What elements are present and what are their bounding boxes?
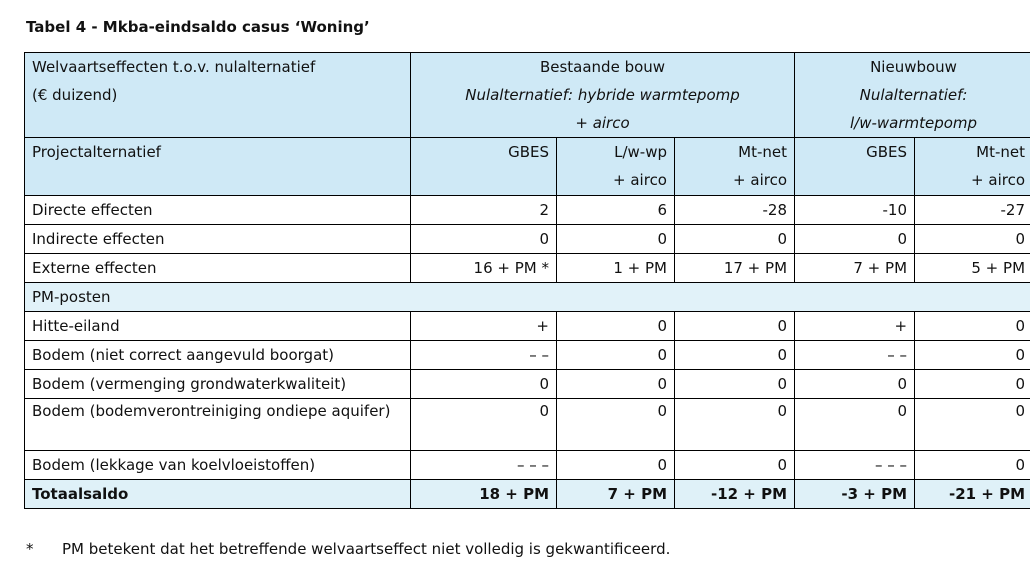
row-label: Hitte-eiland (25, 312, 411, 341)
cell: 0 (557, 399, 675, 451)
cell: 0 (915, 312, 1030, 341)
table-row (25, 312, 1030, 341)
header-nieuw-sub2: l/w-warmtepomp (849, 114, 978, 132)
footnote (26, 540, 670, 558)
cell: 0 (557, 370, 675, 399)
cell: 0 (795, 399, 915, 451)
cell: 0 (675, 370, 795, 399)
cell: 0 (675, 225, 795, 254)
table-row (25, 254, 1030, 283)
cell: 18 + PM (411, 480, 557, 509)
col-header: Mt-net + airco (915, 138, 1030, 196)
table-row (25, 370, 1030, 399)
header-bestaande-sub2: + airco (575, 114, 630, 132)
cell: 17 + PM (675, 254, 795, 283)
row-label: Directe effecten (25, 196, 411, 225)
cell: 0 (915, 399, 1030, 451)
row-label: Bodem (bodemverontreiniging ondiepe aquifer) (25, 399, 411, 451)
cell: – – – (411, 451, 557, 480)
cell: + (795, 312, 915, 341)
row-label: Bodem (vermenging grondwaterkwaliteit) (25, 370, 411, 399)
row-label: Bodem (lekkage van koelvloeistoffen) (25, 451, 411, 480)
cell: 0 (915, 225, 1030, 254)
cell: 0 (411, 225, 557, 254)
table-row (25, 399, 1030, 451)
table-row (25, 451, 1030, 480)
header-nieuw-title: Nieuwbouw (870, 58, 957, 76)
cell: 0 (675, 341, 795, 370)
cell: 0 (795, 225, 915, 254)
section-label: PM-posten (25, 283, 1030, 312)
table-row (25, 341, 1030, 370)
cell: 7 + PM (795, 254, 915, 283)
cell: – – (795, 341, 915, 370)
header-bestaande-bouw (411, 53, 795, 138)
header-nieuw-sub1: Nulalternatief: (859, 86, 968, 104)
total-row (25, 480, 1030, 509)
cell: – – (411, 341, 557, 370)
cell: 1 + PM (557, 254, 675, 283)
cell: 0 (557, 312, 675, 341)
cell: 0 (557, 225, 675, 254)
cell: -3 + PM (795, 480, 915, 509)
header-bestaande-title: Bestaande bouw (539, 58, 666, 76)
col-header: GBES (795, 138, 915, 196)
table-row (25, 225, 1030, 254)
cell: 0 (675, 312, 795, 341)
cell: 0 (795, 370, 915, 399)
header-welvaart-line1: Welvaartseffecten t.o.v. nulalternatief (32, 58, 316, 76)
cell: – – – (795, 451, 915, 480)
cell: 2 (411, 196, 557, 225)
cell: -12 + PM (675, 480, 795, 509)
cell: 7 + PM (557, 480, 675, 509)
header-nieuwbouw (795, 53, 1030, 138)
cell: -10 (795, 196, 915, 225)
row-label: Externe effecten (25, 254, 411, 283)
cell: 0 (675, 451, 795, 480)
cell: 5 + PM (915, 254, 1030, 283)
cell: 0 (411, 370, 557, 399)
footnote-mark: * (26, 540, 34, 558)
cell: -27 (915, 196, 1030, 225)
cell: 0 (557, 451, 675, 480)
cell: 0 (915, 341, 1030, 370)
cell: 0 (675, 399, 795, 451)
cell: 0 (411, 399, 557, 451)
header-projectalternatief: Projectalternatief (25, 138, 411, 196)
cell: -28 (675, 196, 795, 225)
results-table (24, 52, 1030, 509)
cell: -21 + PM (915, 480, 1030, 509)
total-label: Totaalsaldo (25, 480, 411, 509)
section-row-pm-posten (25, 283, 1030, 312)
cell: 16 + PM * (411, 254, 557, 283)
footnote-text: PM betekent dat het betreffende welvaartseffect niet volledig is gekwantificeerd. (62, 540, 671, 558)
header-welvaart-line2: (€ duizend) (32, 86, 118, 104)
cell: 0 (915, 370, 1030, 399)
cell: 0 (557, 341, 675, 370)
row-label: Bodem (niet correct aangevuld boorgat) (25, 341, 411, 370)
header-row-columns (25, 138, 1030, 196)
cell: 0 (915, 451, 1030, 480)
col-header: Mt-net + airco (675, 138, 795, 196)
cell: 6 (557, 196, 675, 225)
row-label: Indirecte effecten (25, 225, 411, 254)
table-row (25, 196, 1030, 225)
table-title: Tabel 4 - Mkba-eindsaldo casus ‘Woning’ (26, 18, 370, 36)
col-header: L/w-wp + airco (557, 138, 675, 196)
header-row-groups (25, 53, 1030, 138)
cell: + (411, 312, 557, 341)
col-header: GBES (411, 138, 557, 196)
header-bestaande-sub1: Nulalternatief: hybride warmtepomp (465, 86, 740, 104)
header-welvaart (25, 53, 411, 138)
